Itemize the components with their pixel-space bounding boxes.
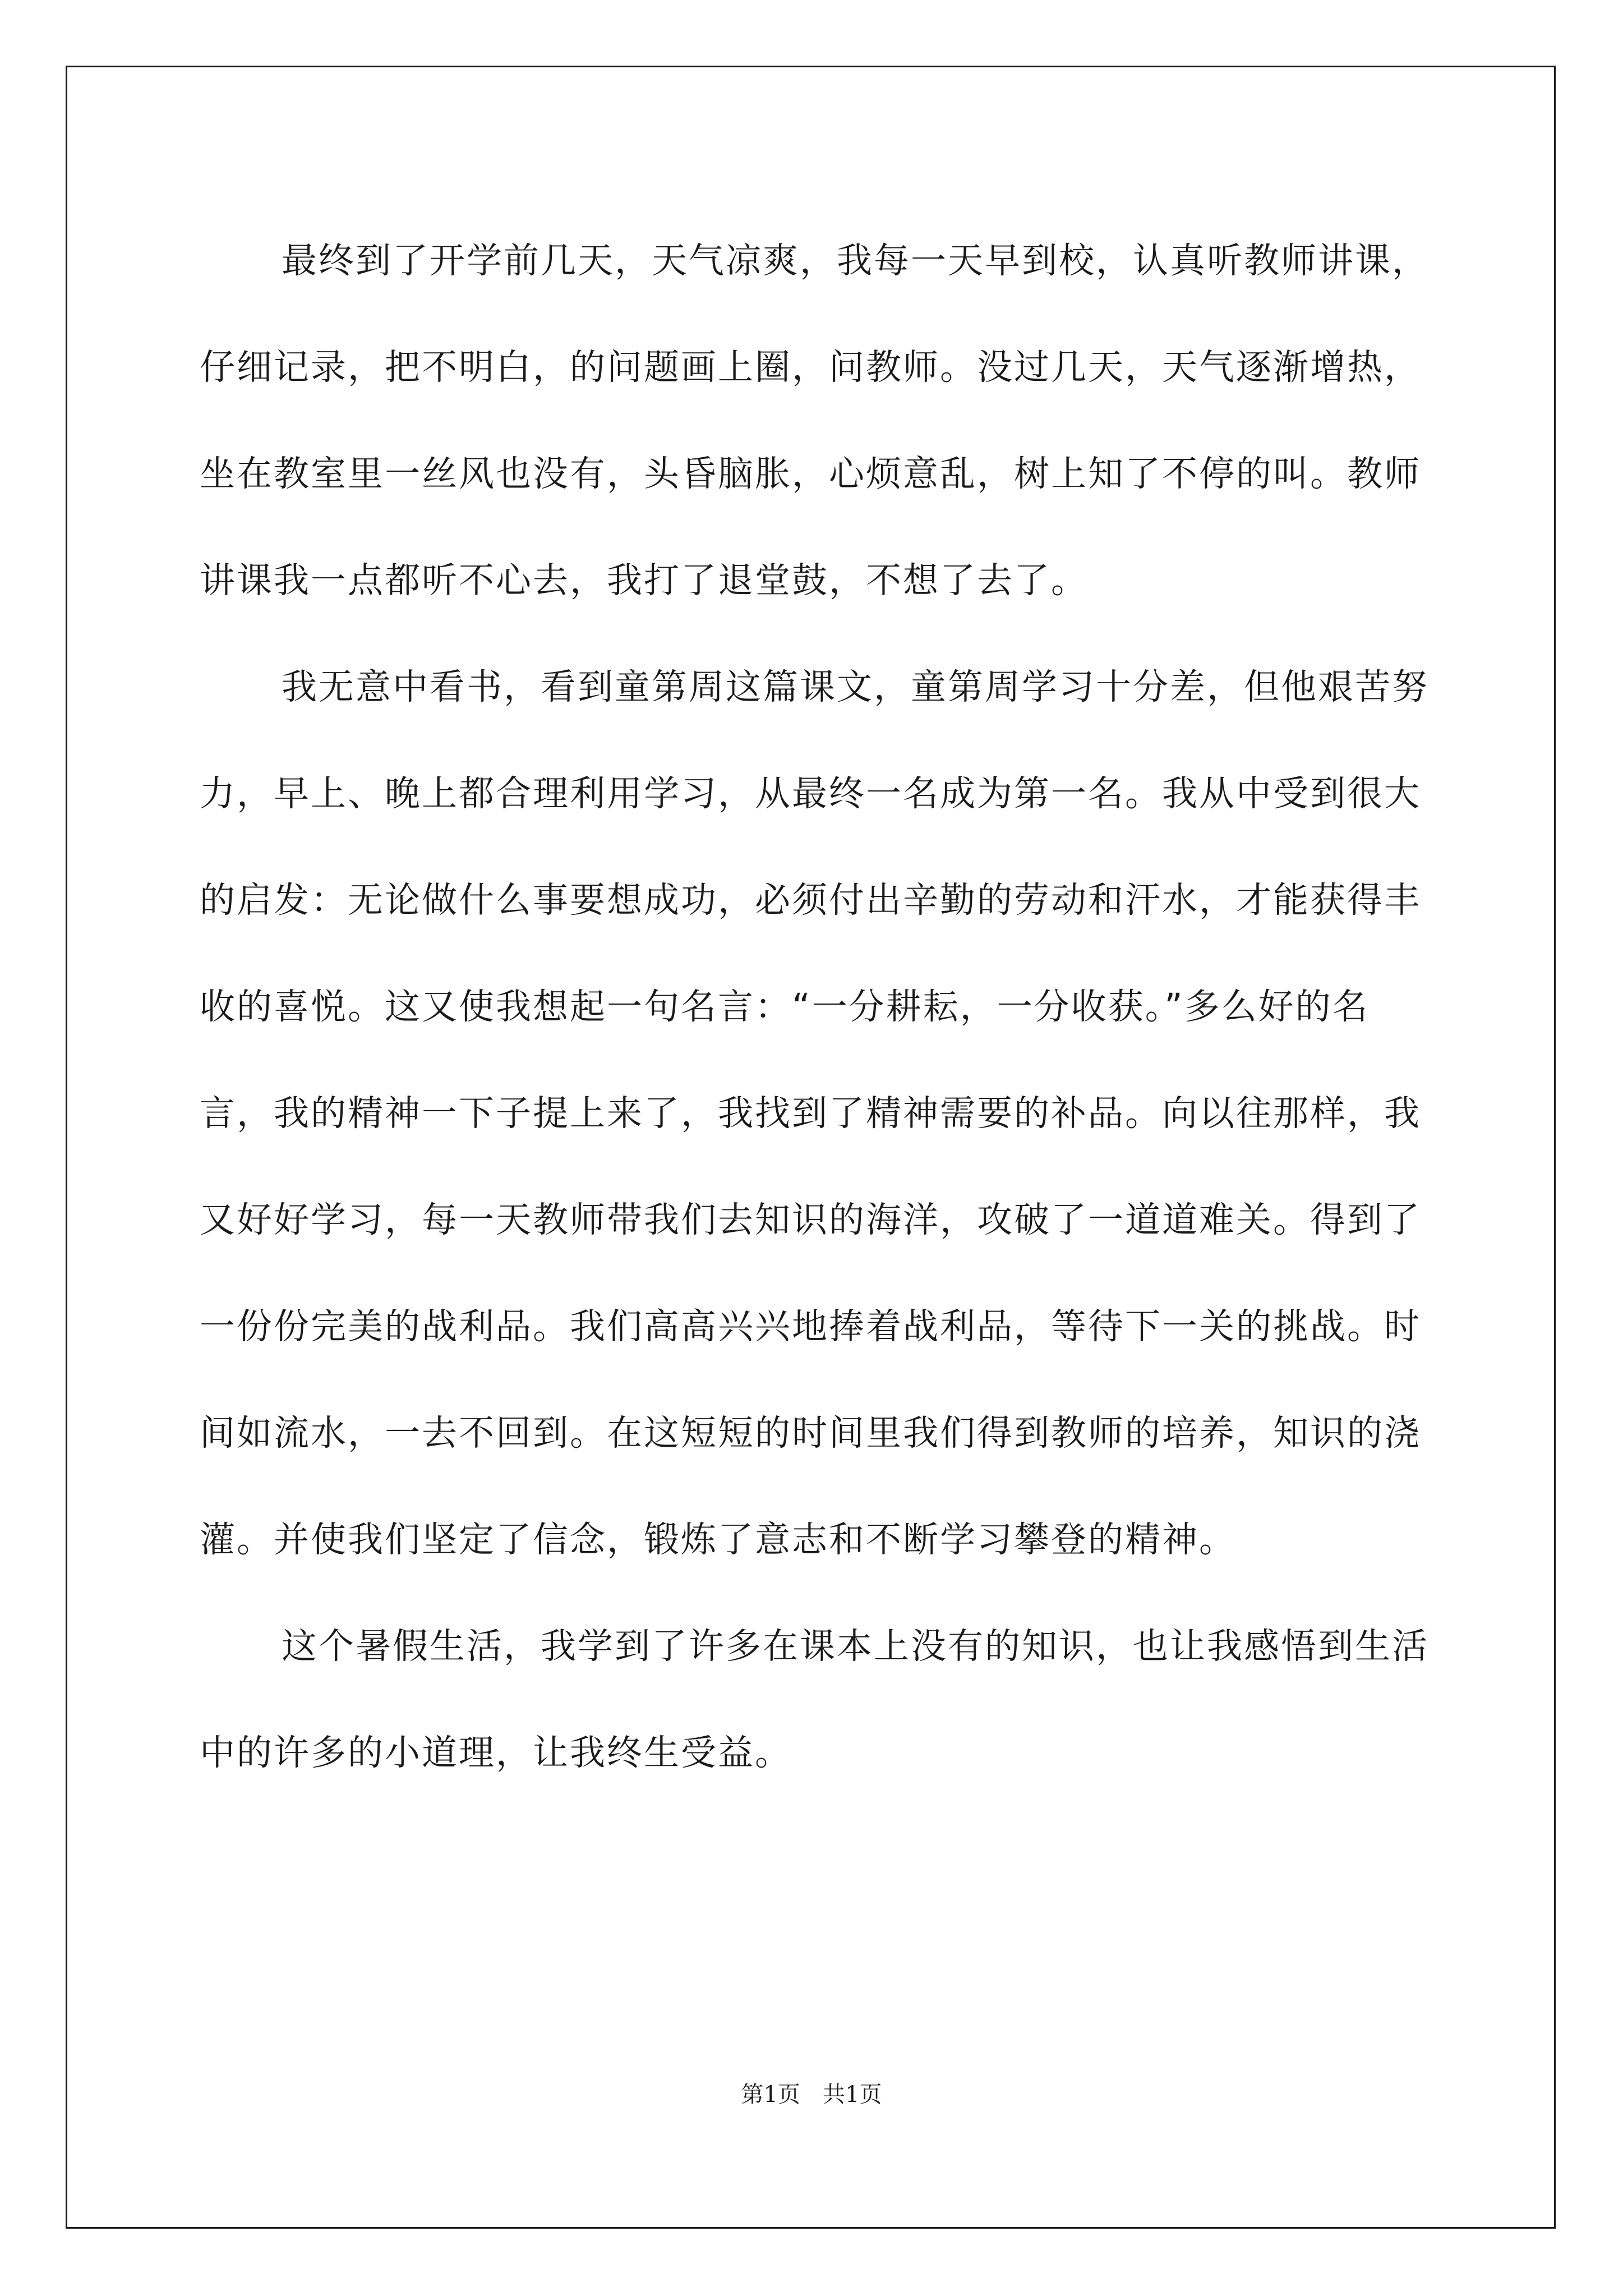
page-number-footer: 第1页 共1页 <box>741 2082 882 2108</box>
paragraph-2: 我无意中看书，看到童第周这篇课文，童第周学习十分差，但他艰苦努力，早上、晚上都合理利用学习，从最终一名成为第一名。我从中受到很大的启发：无论做什么事要想成功，必须付出辛勤的劳动和汗水，才能获得丰收的喜悦。这又使我想起一句名言：“一分耕耘，一分收获。”多么好的名言，我的精神一下子提上来了，我找到了精神需要的补品。向以往那样，我又好好学习，每一天教师带我们去知识的海洋，攻破了一道道难关。得到了一份份完美的战利品。我们高高兴兴地捧着战利品，等待下一关的挑战。时间如流水，一去不回到。在这短短的时间里我们得到教师的培养，知识的浇灌。并使我们坚定了信念，锻炼了意志和不断学习攀登的精神。 <box>200 666 1429 1560</box>
paragraph-1: 最终到了开学前几天，天气凉爽，我每一天早到校，认真听教师讲课，仔细记录，把不明白，的问题画上圈，问教师。没过几天，天气逐渐增热，坐在教室里一丝风也没有，头昏脑胀，心烦意乱，树上知了不停的叫。教师讲课我一点都听不心去，我打了退堂鼓，不想了去了。 <box>200 240 1429 601</box>
paragraph-3: 这个暑假生活，我学到了许多在课本上没有的知识，也让我感悟到生活中的许多的小道理，让我终生受益。 <box>200 1626 1429 1773</box>
document-body <box>200 208 1439 1806</box>
